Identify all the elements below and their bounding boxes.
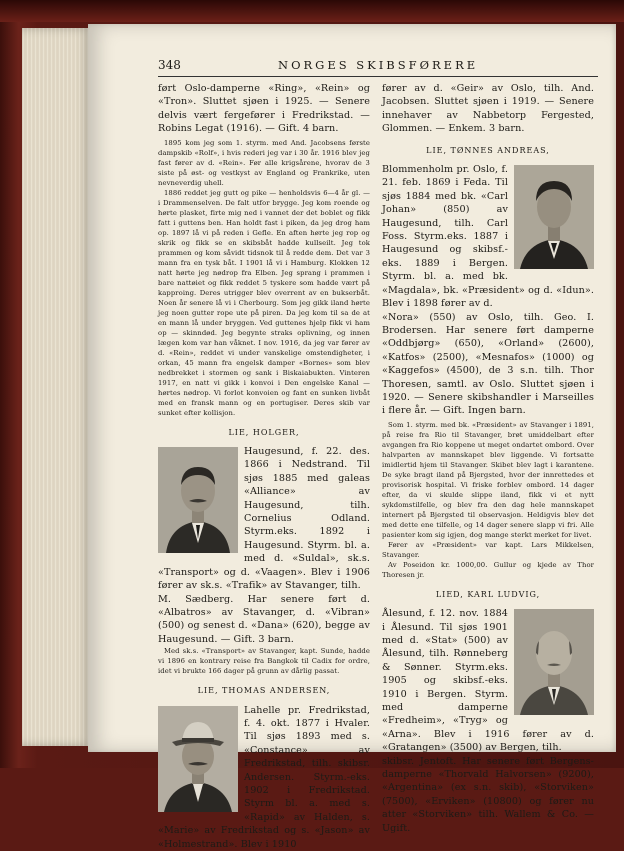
right-column: [382, 82, 594, 835]
portrait-photo-thomas-andersen-lie: [158, 706, 238, 812]
entry-heading-holger-lie: LIE, HOLGER,: [228, 427, 300, 437]
entry-heading-thomas-andersen-lie: LIE, THOMAS ANDERSEN,: [197, 686, 331, 696]
entry-note: Fører av «Præsident» var kapt. Lars Mikkelsen, Stavanger.: [382, 540, 594, 559]
left-column: [158, 82, 370, 851]
entry-bio: Ålesund, f. 12. nov. 1884 i Ålesund. Til sjøs 1901 med d. «Stat» (500) av Ålesund, tilh. Rønneberg & Sønner. Styrm.eks. 1905 og skibsf.-eks. 1910 i Bergen. Styrm. med damperne «Fredheim», «Tryg» og «Arna». Blev i 1916 fører av d. «Gratangen» (3500) av Bergen, tilh.: [382, 608, 594, 754]
entry-continuation: fører av d. «Geir» av Oslo, tilh. And. Jacobsen. Sluttet sjøen i 1919. — Senere innehaver av Nabbetorp Fergested, Glommen. — Enkem. 3 barn.: [382, 83, 594, 135]
portrait-photo-holger-lie: [158, 447, 238, 553]
entry-note: 1895 kom jeg som 1. styrm. med And. Jacobsens første dampskib «Rolf», i hvis rederi jeg var i 30 år. 1916 blev jeg fast fører av d. «Rein». Før alle krigsårene, hvorav de 3 siste på øst- og vestkyst av England og Frankrike, uten nevneverdig uhell.: [158, 138, 370, 187]
portrait-image: [514, 609, 594, 715]
entry-note: Med sk.s. «Transport» av Stavanger, kapt. Sunde, hadde vi 1896 en kontrary reise fra Bangkok til Cadix for ordre, idet vi brukte 166 dager på grunn av dårlig passat.: [158, 647, 370, 676]
entry-bio-continued: skibsr. Jentoft. Har senere ført Bergens-damperne «Thorvald Halvorsen» (9200), «Argentina» (ex s.n. skib), «Storviken» (7500), «Erviken» (10800) og fører nu atter «Storviken» tilh. Wallem & Co. — Ugift.: [382, 755, 594, 834]
portrait-image: [158, 706, 238, 812]
entry-bio: Lahelle pr. Fredrikstad, f. 4. okt. 1877 i Hvaler. Til sjøs 1893 med s. «Constance» av Fredrikstad, tilh. skibsr. Andersen. Styrm.-eks. 1902 i Fredrikstad. Styrm bl. a. med s. «Rapid» av Halden, s. «Marie» av Fredrikstad og s. «Jason» av «Holmestrand». Blev i 1910: [158, 704, 370, 850]
portrait-image: [514, 165, 594, 269]
entry-continuation: ført Oslo-damperne «Ring», «Rein» og «Tron». Sluttet sjøen i 1925. — Senere delvis vært fergefører i Fredrikstad. — Robins Legat (1916). — Gift. 4 barn.: [158, 83, 370, 135]
entry-heading-tonnes-andreas-lie: LIE, TØNNES ANDREAS,: [426, 145, 550, 155]
entry-bio: Blommenholm pr. Oslo, f. 21. feb. 1869 i Feda. Til sjøs 1884 med bk. «Carl Johan» (850) av Haugesund, tilh. Carl Foss. Styrm.eks. 1887 i Haugesund og skibsf.-eks. 1889 i Bergen. Styrm. bl. a. med bk. «Magdala», bk. «Præsident» og d. «Idun». Blev i 1898 fører av d.: [382, 164, 594, 310]
header-rule: [158, 76, 598, 77]
entry-bio-continued: «Nora» (550) av Oslo, tilh. Geo. I. Brodersen. Har senere ført damperne «Oddbjørg» (650), «Orland» (2600), «Katfos» (2500), «Mesnafos» (1000) og «Kaggefos» (4500), de 3 s.n. tilh. Thor Thoresen, samtl. av Oslo. Sluttet sjøen i 1920. — Senere skibshandler i Marseilles i flere år. — Gift. Ingen barn.: [382, 311, 594, 417]
page-edges: [22, 28, 92, 746]
page-number: 348: [158, 58, 181, 72]
entry-note: Som 1. styrm. med bk. «Præsident» av Stavanger i 1891, på reise fra Rio til Stavanger, brøt umiddelbart efter avgangen fra Rio koppene ut meget ondartet ombord. Over halvparten av mannskapet blev liggende. Vi fortsatte imidlertid hjem til Stavanger. Skibet blev lagt i karantene. De syke bragt iland på Bjergsted, hvor der innrettedes et provisorisk hospital. Vi friske forblev ombord. 14 dager efter, da vi skulde slippe iland, fikk vi et nytt sykdomstilfelle, og blev fra den dag hele mannskapet internert på Bjergsted til observasjon. Heldigvis blev det med dette ene tilfelle, og 14 dager senere slapp vi fri. Alle pasienter kom sig igjen, dog mange sterkt merket for livet.: [382, 420, 594, 539]
running-title: NORGES SKIBSFØRERE: [278, 58, 479, 72]
entry-bio: Haugesund, f. 22. des. 1866 i Nedstrand. Til sjøs 1885 med galeas «Alliance» av Haugesund, tilh. Cornelius Odland. Styrm.eks. 1892 i Haugesund. Styrm. bl. a. med d. «Suldal», sk.s. «Transport» og d. «Vaagen». Blev i 1906 fører av sk.s. «Trafik» av Stavanger, tilh.: [158, 446, 370, 592]
entry-bio-continued: M. Sædberg. Har senere ført d. «Albatros» av Stavanger, d. «Vibran» (500) og senest d. «Dana» (620), begge av Haugesund. — Gift. 3 barn.: [158, 593, 370, 645]
portrait-photo-tonnes-andreas-lie: [514, 165, 594, 269]
book-page: [88, 24, 616, 850]
book-cover-edge: [0, 0, 624, 22]
portrait-image: [158, 447, 238, 553]
entry-note: Av Poseidon kr. 1000,00. Gullur og kjede av Thor Thoresen jr.: [382, 560, 594, 579]
entry-note: 1886 reddet jeg gutt og pike — henholdsvis 6—4 år gl. — i Drammenselven. De falt utfor brygge. Jeg kom roende og hørte plasket, firte mig ned i vannet der det boblet og fikk fatt i guttens ben. Han holdt fast i piken, da jeg drog ham op. 1897 lå vi på reden i Gefle. En aften hørte jeg rop og skrik og fikk se en skibsbåt hadde kullseilt. Jeg tok prammen og kom såvidt tidsnok til å redde dem. Det var 3 mann fra en tysk båt. I 1901 lå vi i Hamburg. Klokken 12 natt hørte jeg nødrop fra Elben. Jeg sprang i prammen i bare nattøiet og fikk reddet 5 tyskere som hadde vært på kapproing. Deres utrigger blev overrent av en bukserbåt. Noen år senere lå vi i Cherbourg. Som jeg gikk iland hørte jeg noen gutter rope ute på piren. Da jeg kom til sa de at en mann lå under bryggen. Ved guttenes hjelp fikk vi ham op — skinndød. Jeg begynte straks oplivning, og innen lægen kom var han våknet. I nov. 1916, da jeg var fører av d. «Rein», reddet vi under vanskelige omstendigheter, i orkan, 45 mann fra engelsk damper «Bornes» som blev nedbrekket i stormen og sank i Biskaiabukten. Vinteren 1917, en natt vi gikk i konvoi i Den engelske Kanal — hørtes nødrop. Vi forlot konvoien og fant en sunken livbåt med en fransk mann og en portugiser. Deres skib var sunket efter kollisjon.: [158, 188, 370, 417]
portrait-photo-karl-ludvig-lied: [514, 609, 594, 715]
entry-heading-karl-ludvig-lied: LIED, KARL LUDVIG,: [435, 589, 541, 599]
